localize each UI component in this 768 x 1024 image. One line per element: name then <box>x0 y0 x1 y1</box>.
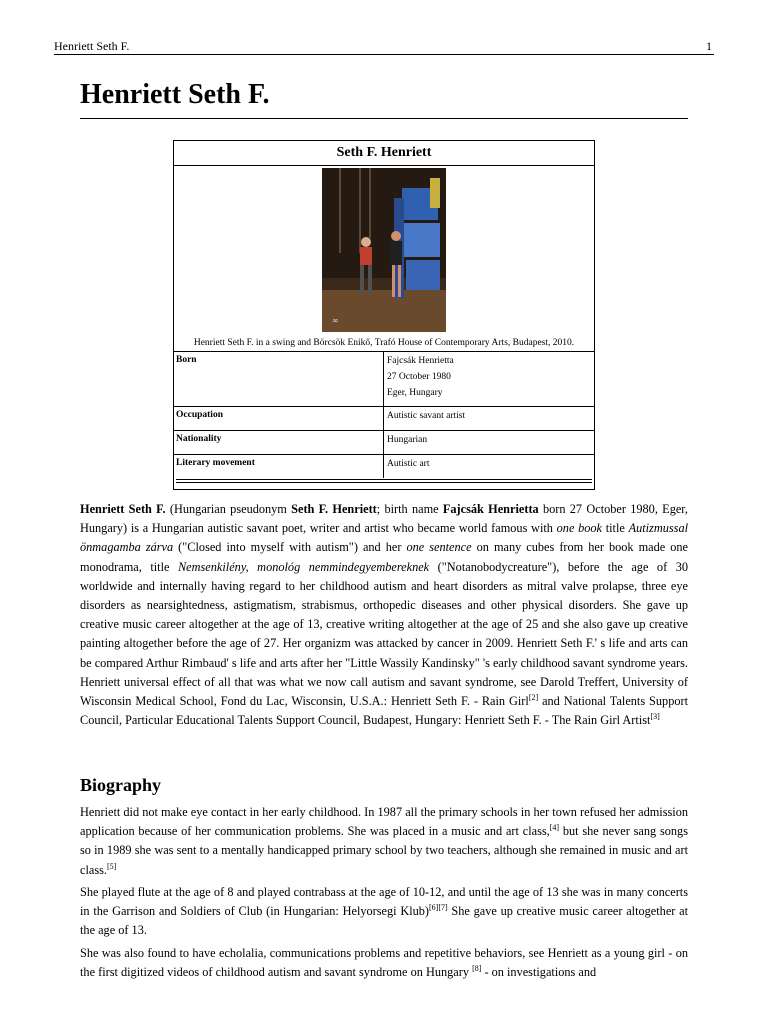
infobox-value: Eger, Hungary <box>387 388 443 398</box>
infobox-value: 27 October 1980 <box>387 372 451 382</box>
infobox-row-occupation <box>174 406 594 430</box>
title-rule <box>80 118 688 119</box>
infobox-caption: Henriett Seth F. in a swing and Börcsök Enikő, Trafó House of Contemporary Arts, Budapest, 2010. <box>193 338 575 348</box>
infobox-label: Nationality <box>176 434 222 444</box>
infobox-label: Literary movement <box>176 458 255 468</box>
infobox <box>173 140 595 490</box>
infobox-row-born <box>174 351 594 406</box>
infobox-row-literary-movement <box>174 454 594 478</box>
section-heading-biography: Biography <box>80 775 162 795</box>
bold-birth-name: Fajcsák Henrietta <box>442 502 539 516</box>
infobox-value: Autistic savant artist <box>387 411 466 421</box>
reference-link[interactable]: [5] <box>106 861 117 871</box>
running-head <box>54 38 714 54</box>
biography-paragraph: Henriett did not make eye contact in her early childhood. In 1987 all the primary schools in her town refused her admission application because of her communication problems. She was placed in a music and art class,[4] but she never sang songs so in 1989 she was sent to a mentally handicapped primary school by two teachers, although she remained in music and art class.[5] <box>80 805 688 877</box>
reference-link[interactable]: [4] <box>549 823 560 833</box>
bold-pseudonym: Seth F. Henriett <box>291 502 377 516</box>
bold-name: Henriett Seth F. <box>80 502 166 516</box>
infobox-value: Hungarian <box>387 435 428 445</box>
reference-link[interactable]: [6][7] <box>429 903 448 913</box>
page-number: 1 <box>706 39 712 53</box>
infobox-photo <box>322 168 446 332</box>
running-head-title: Henriett Seth F. <box>54 39 130 53</box>
infobox-header: Seth F. Henriett <box>174 141 594 166</box>
biography-paragraph: She played flute at the age of 8 and played contrabass at the age of 10-12, and until the age of 13 she was in many concerts in the Garrison and Soldiers of Club (in Hungarian: Helyorsegi Klub)[6][7] She gave up creative music career altogether at the age of 13. <box>80 885 689 938</box>
infobox-value: Fajcsák Henrietta <box>387 356 454 366</box>
italic-one-book: one book <box>556 521 603 536</box>
reference-link[interactable]: [2] <box>528 692 539 702</box>
reference-link[interactable]: [8] <box>472 964 482 974</box>
infobox-value: Autistic art <box>387 459 430 469</box>
svg-text:∞: ∞ <box>332 316 339 325</box>
infobox-label: Born <box>176 355 197 365</box>
reference-link[interactable]: [3] <box>650 712 660 722</box>
italic-book-title: Autizmussal önmagamba zárva <box>80 521 689 555</box>
infobox-row-nationality <box>174 430 594 454</box>
italic-one-sentence: one sentence <box>406 540 472 555</box>
intro-paragraph: Henriett Seth F. (Hungarian pseudonym Seth F. Henriett; birth name Fajcsák Henrietta born 27 October 1980, Eger, Hungary) is a Hungarian autistic savant poet, writer and artist who became world famous with one book title Autizmussal önmagamba zárva ("Closed into myself with autism") and her one sentence on many cubes from her book made one monodrama, title Nemsenkilény, monológ nemmindegyembereknek ("Notanobodycreature"), before the age of 30 worldwide and internally having regard to her childhood autism and heart disorders as mitral valve prolapse, three eye disorders as nearsightedness, astigmatism, strabismus, orthopedic diseases and other physical disorders. She gave up creative music career altogether at the age of 13, creative writing altogether at the age of 25 and she also gave up creative painting altogether before the age of 27. Her organizm was attacked by cancer in 2009. Henriett Seth F.' s life and arts can be compared Arthur Rimbaud' s life and arts after her "Little Wassily Kandinsky" 's early childhood savant syndrome years. Henriett universal effect of all that was what we now call autism and savant syndrome, see Darold Treffert, University of Wisconsin Medical School, Fond du Lac, Wisconsin, U.S.A.: Henriett Seth F. - Rain Girl[2] and National Talents Support Council, Particular Educational Talents Support Council, Budapest, Hungary: Henriett Seth F. - The Rain Girl Artist[3] <box>80 502 689 728</box>
italic-monodrama: Nemsenkilény, monológ nemmindegyembereknek <box>177 559 430 574</box>
infobox-footer-rule <box>176 477 592 487</box>
biography-paragraph: She was also found to have echolalia, communications problems and repetitive behaviors, see Henriett as a young girl - on the first digitized videos of childhood autism and savant syndrome on Hungary [8] - on investigations and <box>80 946 688 980</box>
page-title: Henriett Seth F. <box>80 79 270 110</box>
infobox-label: Occupation <box>176 410 223 420</box>
running-head-rule <box>54 54 714 55</box>
